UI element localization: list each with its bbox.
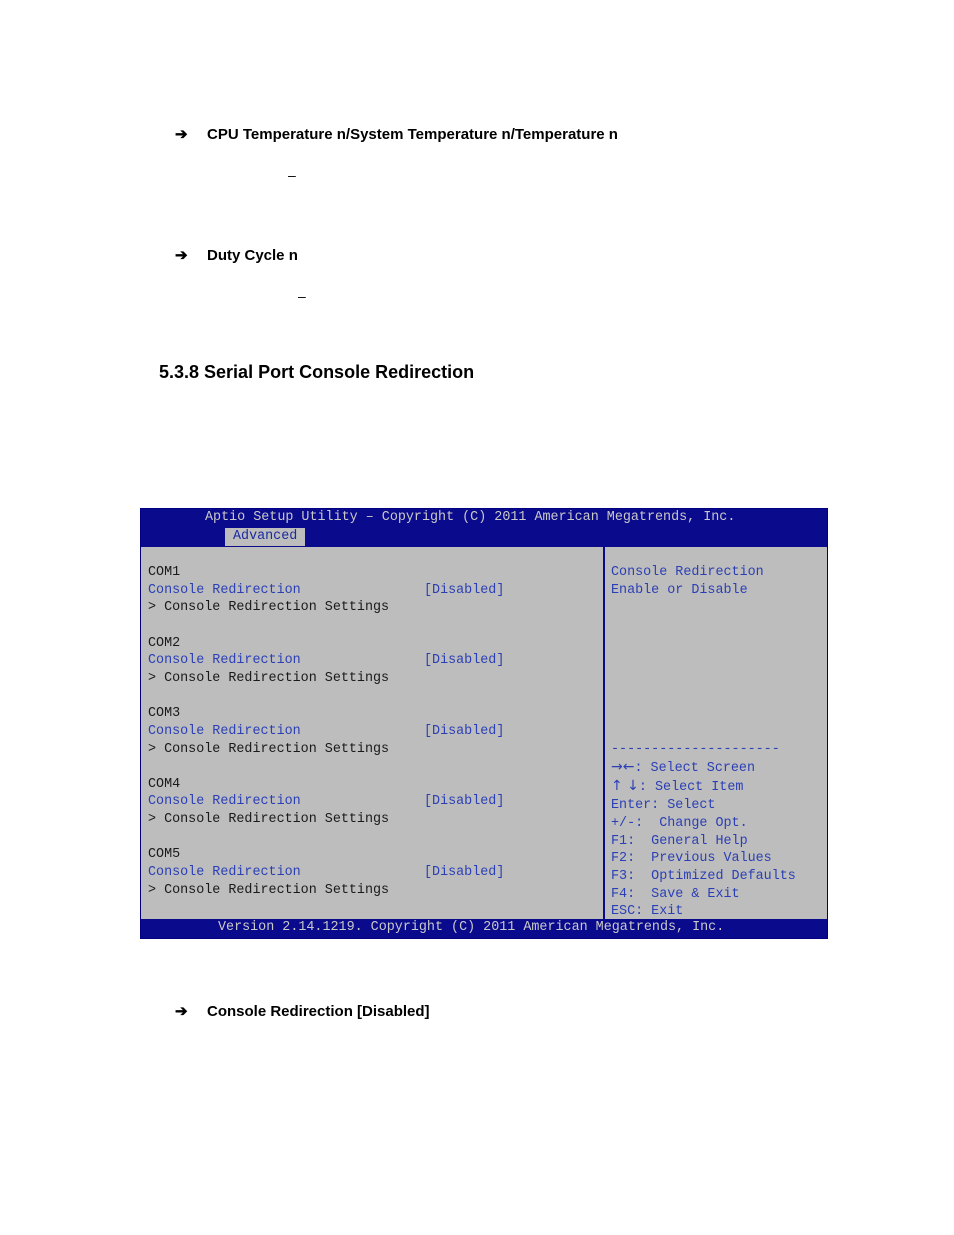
- com2-console-redirection[interactable]: Console Redirection: [148, 653, 301, 668]
- help-change: +/-: Change Opt.: [611, 816, 748, 831]
- com5-value[interactable]: [Disabled]: [424, 865, 505, 880]
- arrow-icon: ➔: [175, 126, 188, 143]
- dash-2: –: [298, 288, 306, 304]
- panel-divider: [603, 547, 605, 921]
- section-title: 5.3.8 Serial Port Console Redirection: [159, 362, 475, 382]
- bullet-cpu-temperature: [175, 125, 618, 143]
- help-line-1: Console Redirection: [611, 565, 764, 580]
- help-line-2: Enable or Disable: [611, 583, 748, 598]
- arrow-icon: ➔: [175, 247, 188, 264]
- tab-advanced[interactable]: Advanced: [225, 528, 305, 546]
- bullet-console-redirection: [175, 1002, 430, 1020]
- com5-console-redirection[interactable]: Console Redirection: [148, 865, 301, 880]
- dash-1: –: [288, 167, 296, 183]
- help-select-item-text: : Select Item: [638, 780, 744, 795]
- com1-console-redirection[interactable]: Console Redirection: [148, 583, 301, 598]
- arrow-icon: ➔: [175, 1003, 188, 1020]
- com2-label: COM2: [148, 636, 181, 651]
- help-f4: F4: Save & Exit: [611, 887, 740, 902]
- bullet-text: Console Redirection [Disabled]: [207, 1002, 430, 1020]
- bullet-duty-cycle: [175, 246, 298, 264]
- arrow-right-left-icon: →←: [611, 759, 635, 775]
- bios-screen: [140, 508, 828, 939]
- com4-settings[interactable]: > Console Redirection Settings: [148, 812, 390, 827]
- com4-value[interactable]: [Disabled]: [424, 794, 505, 809]
- help-f1: F1: General Help: [611, 834, 748, 849]
- bullet-text: Duty Cycle n: [207, 246, 298, 264]
- com4-console-redirection[interactable]: Console Redirection: [148, 794, 301, 809]
- com3-label: COM3: [148, 706, 181, 721]
- help-select-screen: [611, 759, 755, 777]
- com3-settings[interactable]: > Console Redirection Settings: [148, 742, 390, 757]
- com1-settings[interactable]: > Console Redirection Settings: [148, 600, 390, 615]
- help-f2: F2: Previous Values: [611, 851, 772, 866]
- com2-settings[interactable]: > Console Redirection Settings: [148, 671, 390, 686]
- com2-value[interactable]: [Disabled]: [424, 653, 505, 668]
- com3-value[interactable]: [Disabled]: [424, 724, 505, 739]
- help-select-screen-text: : Select Screen: [634, 761, 756, 776]
- com5-label: COM5: [148, 847, 181, 862]
- bios-version: Version 2.14.1219. Copyright (C) 2011 American Megatrends, Inc.: [218, 920, 725, 935]
- com5-settings[interactable]: > Console Redirection Settings: [148, 883, 390, 898]
- help-separator: ---------------------: [611, 742, 780, 757]
- help-select-item: [611, 778, 743, 796]
- bios-footer: [141, 919, 827, 938]
- help-f3: F3: Optimized Defaults: [611, 869, 796, 884]
- bullet-text: CPU Temperature n/System Temperature n/Temperature n: [207, 125, 618, 143]
- com1-value[interactable]: [Disabled]: [424, 583, 505, 598]
- bios-title: Aptio Setup Utility – Copyright (C) 2011 American Megatrends, Inc.: [205, 510, 736, 525]
- help-esc: ESC: Exit: [611, 904, 684, 919]
- arrow-up-down-icon: ↑ ↓: [611, 778, 639, 794]
- bios-header: [141, 509, 827, 547]
- com4-label: COM4: [148, 777, 181, 792]
- help-enter: Enter: Select: [611, 798, 716, 813]
- com3-console-redirection[interactable]: Console Redirection: [148, 724, 301, 739]
- com1-label: COM1: [148, 565, 181, 580]
